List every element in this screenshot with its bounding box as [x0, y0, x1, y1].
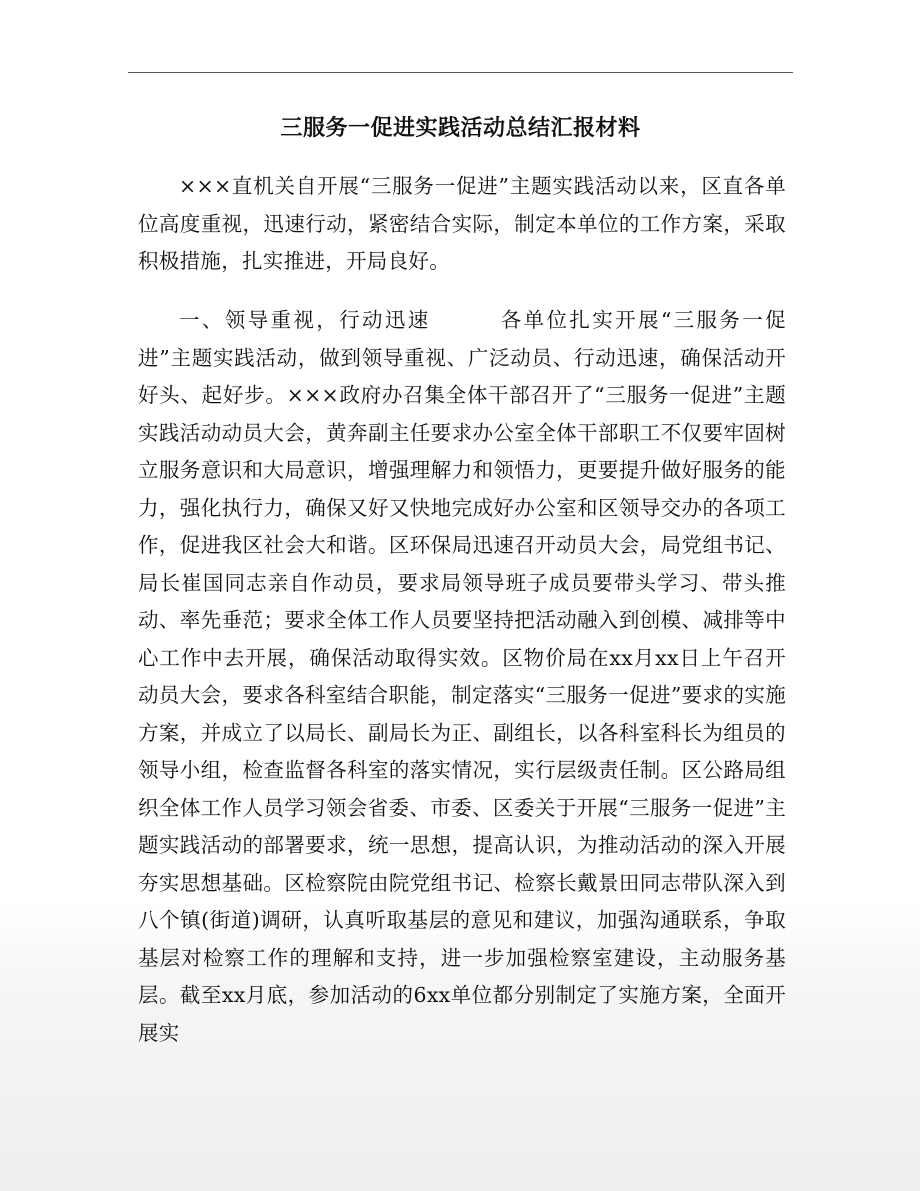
intro-paragraph: [138, 168, 786, 281]
section-one-heading: 一、领导重视，行动迅速: [179, 308, 431, 332]
document-title: 三服务一促进实践活动总结汇报材料: [280, 115, 641, 141]
header-rule: [128, 72, 793, 73]
section-one-paragraph: [138, 302, 786, 1052]
intro-paragraph-text: ×××直机关自开展“三服务一促进”主题实践活动以来，区直各单位高度重视，迅速行动，紧密结合实际，制定本单位的工作方案，采取积极措施，扎实推进，开局良好。: [138, 174, 786, 273]
section-one-body: 各单位扎实开展“三服务一促进”主题实践活动，做到领导重视、广泛动员、行动迅速，确保活动开好头、起好步。×××政府办召集全体干部召开了“三服务一促进”主题实践活动动员大会，黄奔副主任要求办公室全体干部职工不仅要牢固树立服务意识和大局意识，增强理解力和领悟力，更要提升做好服务的能力，强化执行力，确保又好又快地完成好办公室和区领导交办的各项工作，促进我区社会大和谐。区环保局迅速召开动员大会，局党组书记、局长崔国同志亲自作动员，要求局领导班子成员要带头学习、带头推动、率先垂范；要求全体工作人员要坚持把活动融入到创模、减排等中心工作中去开展，确保活动取得实效。区物价局在xx月xx日上午召开动员大会，要求各科室结合职能，制定落实“三服务一促进”要求的实施方案，并成立了以局长、副局长为正、副组长，以各科室科长为组员的领导小组，检查监督各科室的落实情况，实行层级责任制。区公路局组织全体工作人员学习领会省委、市委、区委关于开展“三服务一促进”主题实践活动的部署要求，统一思想，提高认识，为推动活动的深入开展夯实思想基础。区检察院由院党组书记、检察长戴景田同志带队深入到八个镇(街道)调研，认真听取基层的意见和建议，加强沟通联系，争取基层对检察工作的理解和支持，进一步加强检察室建设，主动服务基层。截至xx月底，参加活动的6xx单位都分别制定了实施方案，全面开展实: [138, 308, 786, 1045]
